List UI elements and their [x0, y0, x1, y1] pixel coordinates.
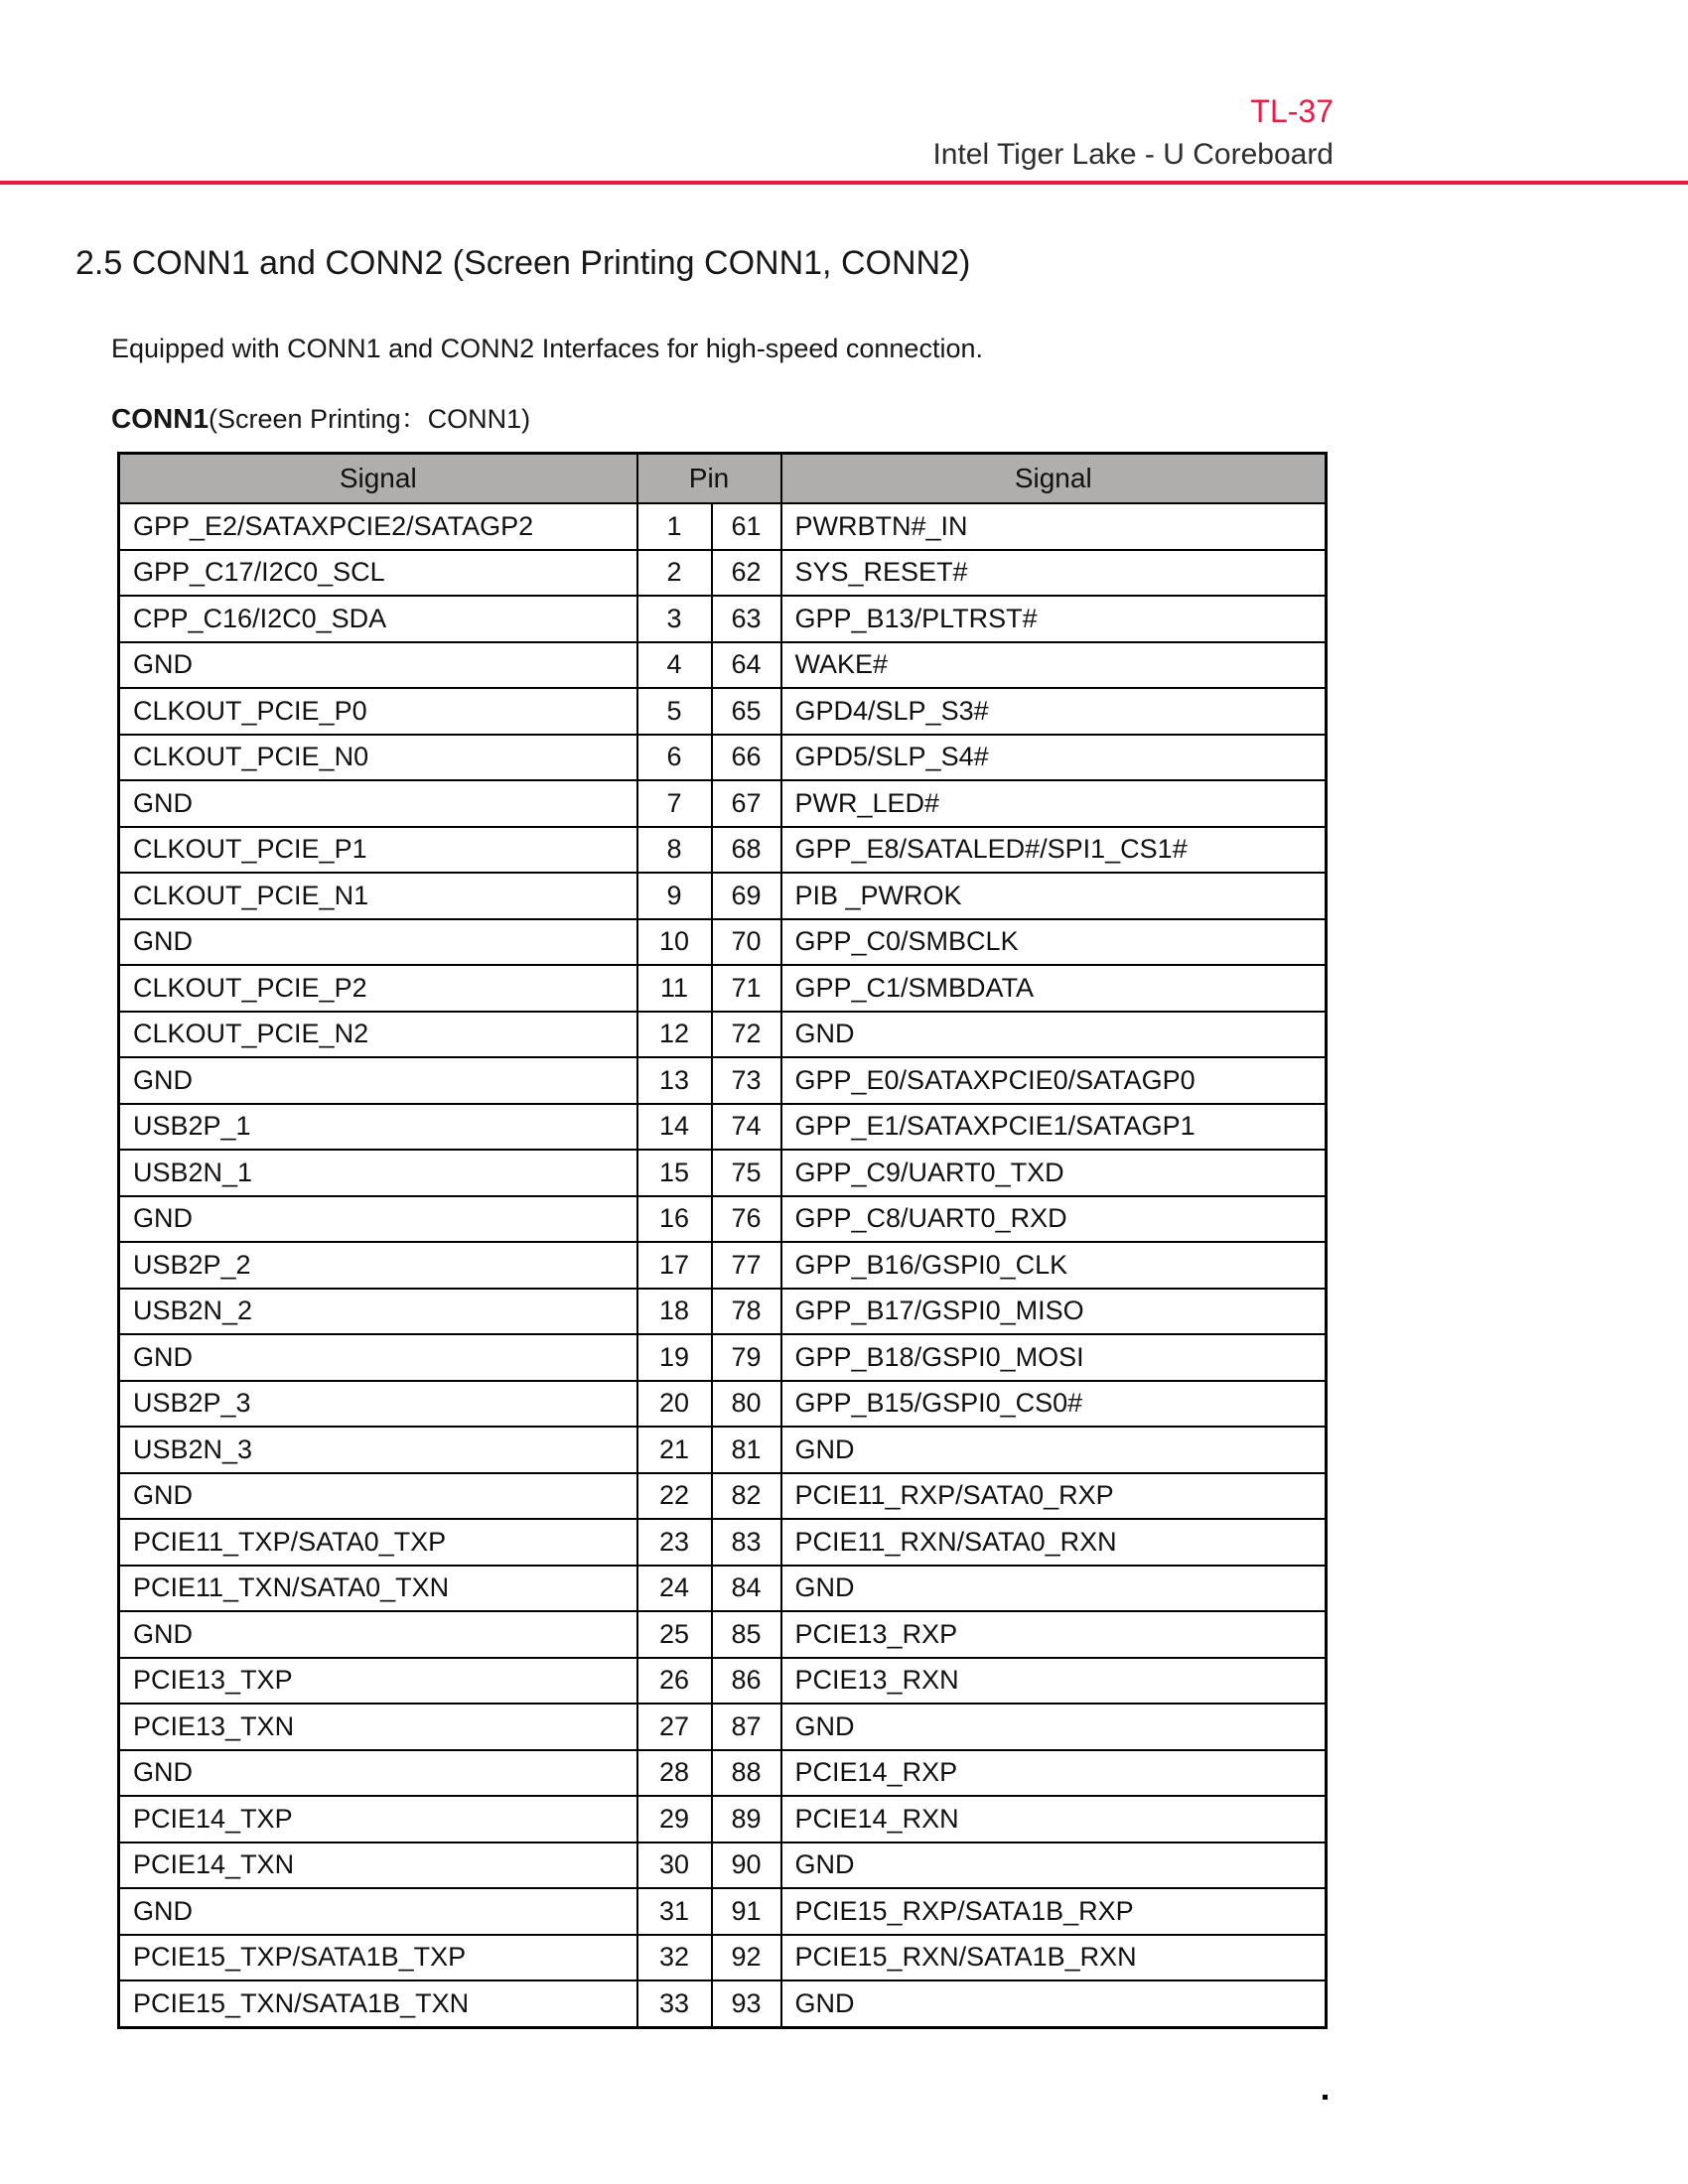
signal-left-cell: GND — [119, 1196, 637, 1243]
pin-left-cell: 7 — [637, 780, 712, 827]
pin-left-cell: 27 — [637, 1704, 712, 1750]
pin-right-cell: 79 — [712, 1334, 781, 1381]
header-pin: Pin — [637, 454, 781, 504]
pin-left-cell: 26 — [637, 1658, 712, 1705]
table-row — [119, 919, 1327, 966]
table-row — [119, 596, 1327, 642]
signal-right-cell: GND — [781, 1843, 1327, 1889]
table-row — [119, 1381, 1327, 1428]
signal-right-cell: GPP_B18/GSPI0_MOSI — [781, 1334, 1327, 1381]
pin-right-cell: 74 — [712, 1104, 781, 1151]
signal-left-cell: CLKOUT_PCIE_N1 — [119, 873, 637, 919]
pin-right-cell: 64 — [712, 642, 781, 689]
pin-left-cell: 5 — [637, 688, 712, 735]
table-row — [119, 1658, 1327, 1705]
pin-right-cell: 86 — [712, 1658, 781, 1705]
signal-right-cell: GPP_B16/GSPI0_CLK — [781, 1242, 1327, 1289]
signal-left-cell: GND — [119, 780, 637, 827]
table-row — [119, 1704, 1327, 1750]
table-row — [119, 1888, 1327, 1935]
signal-right-cell: GPD5/SLP_S4# — [781, 735, 1327, 781]
signal-left-cell: PCIE14_TXP — [119, 1796, 637, 1843]
header-signal-left: Signal — [119, 454, 637, 504]
pin-left-cell: 4 — [637, 642, 712, 689]
pin-right-cell: 62 — [712, 550, 781, 597]
table-row — [119, 1935, 1327, 1981]
signal-left-cell: GND — [119, 642, 637, 689]
pin-left-cell: 32 — [637, 1935, 712, 1981]
signal-right-cell: PCIE13_RXN — [781, 1658, 1327, 1705]
pin-right-cell: 88 — [712, 1750, 781, 1797]
signal-left-cell: GND — [119, 1611, 637, 1658]
signal-right-cell: PCIE13_RXP — [781, 1611, 1327, 1658]
table-row — [119, 688, 1327, 735]
signal-right-cell: GND — [781, 1980, 1327, 2027]
signal-left-cell: GPP_C17/I2C0_SCL — [119, 550, 637, 597]
signal-left-cell: USB2P_2 — [119, 1242, 637, 1289]
table-row — [119, 965, 1327, 1012]
pin-left-cell: 33 — [637, 1980, 712, 2027]
signal-right-cell: PWRBTN#_IN — [781, 503, 1327, 550]
table-row — [119, 1334, 1327, 1381]
pin-left-cell: 29 — [637, 1796, 712, 1843]
pin-left-cell: 18 — [637, 1289, 712, 1335]
pin-right-cell: 90 — [712, 1843, 781, 1889]
pin-right-cell: 70 — [712, 919, 781, 966]
pin-left-cell: 10 — [637, 919, 712, 966]
pin-right-cell: 68 — [712, 827, 781, 874]
signal-right-cell: PCIE15_RXP/SATA1B_RXP — [781, 1888, 1327, 1935]
pin-right-cell: 82 — [712, 1473, 781, 1520]
table-row — [119, 1150, 1327, 1196]
signal-right-cell: GPP_E0/SATAXPCIE0/SATAGP0 — [781, 1057, 1327, 1104]
signal-left-cell: USB2N_1 — [119, 1150, 637, 1196]
pin-left-cell: 31 — [637, 1888, 712, 1935]
pin-right-cell: 67 — [712, 780, 781, 827]
conn1-subheading-bold: CONN1 — [111, 403, 210, 434]
table-row — [119, 1566, 1327, 1612]
signal-left-cell: GND — [119, 1888, 637, 1935]
pin-right-cell: 78 — [712, 1289, 781, 1335]
section-heading: 2.5 CONN1 and CONN2 (Screen Printing CONN1, CONN2) — [75, 244, 971, 282]
pin-right-cell: 77 — [712, 1242, 781, 1289]
pin-left-cell: 2 — [637, 550, 712, 597]
pin-left-cell: 11 — [637, 965, 712, 1012]
pin-left-cell: 19 — [637, 1334, 712, 1381]
pin-right-cell: 72 — [712, 1012, 781, 1058]
pin-left-cell: 17 — [637, 1242, 712, 1289]
signal-left-cell: CLKOUT_PCIE_P0 — [119, 688, 637, 735]
pin-left-cell: 16 — [637, 1196, 712, 1243]
signal-right-cell: GPP_C0/SMBCLK — [781, 919, 1327, 966]
pin-right-cell: 81 — [712, 1427, 781, 1473]
signal-left-cell: USB2N_2 — [119, 1289, 637, 1335]
table-row — [119, 1843, 1327, 1889]
page-header — [932, 91, 1334, 174]
signal-right-cell: PCIE14_RXN — [781, 1796, 1327, 1843]
pin-right-cell: 75 — [712, 1150, 781, 1196]
table-row — [119, 735, 1327, 781]
pin-left-cell: 21 — [637, 1427, 712, 1473]
pin-right-cell: 69 — [712, 873, 781, 919]
signal-left-cell: PCIE14_TXN — [119, 1843, 637, 1889]
signal-left-cell: GND — [119, 1750, 637, 1797]
pin-left-cell: 1 — [637, 503, 712, 550]
header-rule — [0, 181, 1688, 185]
pin-left-cell: 15 — [637, 1150, 712, 1196]
table-row — [119, 1980, 1327, 2027]
signal-right-cell: SYS_RESET# — [781, 550, 1327, 597]
signal-right-cell: GND — [781, 1012, 1327, 1058]
signal-left-cell: PCIE11_TXP/SATA0_TXP — [119, 1519, 637, 1566]
pin-left-cell: 6 — [637, 735, 712, 781]
pin-right-cell: 91 — [712, 1888, 781, 1935]
pin-right-cell: 92 — [712, 1935, 781, 1981]
signal-left-cell: PCIE13_TXP — [119, 1658, 637, 1705]
pin-left-cell: 14 — [637, 1104, 712, 1151]
pin-left-cell: 9 — [637, 873, 712, 919]
signal-left-cell: CLKOUT_PCIE_P1 — [119, 827, 637, 874]
signal-left-cell: GND — [119, 919, 637, 966]
table-row — [119, 1289, 1327, 1335]
table-row — [119, 1427, 1327, 1473]
pin-right-cell: 93 — [712, 1980, 781, 2027]
signal-left-cell: CLKOUT_PCIE_P2 — [119, 965, 637, 1012]
pin-left-cell: 8 — [637, 827, 712, 874]
pin-right-cell: 89 — [712, 1796, 781, 1843]
pin-left-cell: 22 — [637, 1473, 712, 1520]
signal-left-cell: USB2P_3 — [119, 1381, 637, 1428]
intro-paragraph: Equipped with CONN1 and CONN2 Interfaces for high-speed connection. — [111, 334, 983, 363]
signal-left-cell: PCIE13_TXN — [119, 1704, 637, 1750]
pin-left-cell: 12 — [637, 1012, 712, 1058]
signal-left-cell: CLKOUT_PCIE_N2 — [119, 1012, 637, 1058]
signal-right-cell: GPP_B15/GSPI0_CS0# — [781, 1381, 1327, 1428]
table-row — [119, 550, 1327, 597]
table-row — [119, 1242, 1327, 1289]
conn1-pin-table — [117, 452, 1328, 2029]
signal-right-cell: GPP_C8/UART0_RXD — [781, 1196, 1327, 1243]
signal-right-cell: GPP_C9/UART0_TXD — [781, 1150, 1327, 1196]
table-row — [119, 1796, 1327, 1843]
pin-right-cell: 84 — [712, 1566, 781, 1612]
pin-right-cell: 73 — [712, 1057, 781, 1104]
signal-right-cell: PIB _PWROK — [781, 873, 1327, 919]
signal-right-cell: PWR_LED# — [781, 780, 1327, 827]
table-row — [119, 780, 1327, 827]
signal-right-cell: WAKE# — [781, 642, 1327, 689]
signal-right-cell: PCIE11_RXN/SATA0_RXN — [781, 1519, 1327, 1566]
doc-title: Intel Tiger Lake - U Coreboard — [932, 138, 1334, 171]
signal-right-cell: GPP_B13/PLTRST# — [781, 596, 1327, 642]
signal-right-cell: PCIE11_RXP/SATA0_RXP — [781, 1473, 1327, 1520]
table-row — [119, 1057, 1327, 1104]
stray-period-dot — [1323, 2095, 1328, 2100]
table-row — [119, 873, 1327, 919]
signal-right-cell: GND — [781, 1566, 1327, 1612]
pin-right-cell: 66 — [712, 735, 781, 781]
table-row — [119, 1104, 1327, 1151]
signal-left-cell: GPP_E2/SATAXPCIE2/SATAGP2 — [119, 503, 637, 550]
signal-right-cell: GPP_E1/SATAXPCIE1/SATAGP1 — [781, 1104, 1327, 1151]
pin-left-cell: 3 — [637, 596, 712, 642]
signal-right-cell: GND — [781, 1704, 1327, 1750]
signal-right-cell: GND — [781, 1427, 1327, 1473]
table-row — [119, 642, 1327, 689]
pin-right-cell: 83 — [712, 1519, 781, 1566]
pin-right-cell: 80 — [712, 1381, 781, 1428]
conn1-subheading — [111, 397, 530, 436]
conn1-subheading-rest: (Screen Printing：CONN1) — [209, 404, 531, 434]
pin-right-cell: 85 — [712, 1611, 781, 1658]
signal-left-cell: CPP_C16/I2C0_SDA — [119, 596, 637, 642]
pin-left-cell: 20 — [637, 1381, 712, 1428]
table-row — [119, 1750, 1327, 1797]
signal-left-cell: GND — [119, 1473, 637, 1520]
table-row — [119, 1519, 1327, 1566]
pin-right-cell: 87 — [712, 1704, 781, 1750]
pin-left-cell: 28 — [637, 1750, 712, 1797]
signal-right-cell: GPP_E8/SATALED#/SPI1_CS1# — [781, 827, 1327, 874]
signal-left-cell: CLKOUT_PCIE_N0 — [119, 735, 637, 781]
table-header-row — [119, 454, 1327, 504]
table-row — [119, 1473, 1327, 1520]
doc-code: TL-37 — [1250, 93, 1334, 129]
signal-right-cell: GPP_B17/GSPI0_MISO — [781, 1289, 1327, 1335]
pin-right-cell: 71 — [712, 965, 781, 1012]
pin-right-cell: 65 — [712, 688, 781, 735]
pin-left-cell: 25 — [637, 1611, 712, 1658]
signal-left-cell: PCIE11_TXN/SATA0_TXN — [119, 1566, 637, 1612]
pin-left-cell: 23 — [637, 1519, 712, 1566]
signal-left-cell: GND — [119, 1334, 637, 1381]
conn1-table-body — [119, 503, 1327, 2027]
signal-right-cell: GPD4/SLP_S3# — [781, 688, 1327, 735]
signal-right-cell: PCIE15_RXN/SATA1B_RXN — [781, 1935, 1327, 1981]
pin-left-cell: 30 — [637, 1843, 712, 1889]
table-row — [119, 1196, 1327, 1243]
table-row — [119, 1012, 1327, 1058]
table-row — [119, 503, 1327, 550]
table-row — [119, 1611, 1327, 1658]
signal-right-cell: GPP_C1/SMBDATA — [781, 965, 1327, 1012]
pin-right-cell: 63 — [712, 596, 781, 642]
pin-left-cell: 24 — [637, 1566, 712, 1612]
pin-left-cell: 13 — [637, 1057, 712, 1104]
table-row — [119, 827, 1327, 874]
signal-left-cell: GND — [119, 1057, 637, 1104]
pin-right-cell: 76 — [712, 1196, 781, 1243]
signal-left-cell: PCIE15_TXN/SATA1B_TXN — [119, 1980, 637, 2027]
signal-left-cell: PCIE15_TXP/SATA1B_TXP — [119, 1935, 637, 1981]
pin-right-cell: 61 — [712, 503, 781, 550]
signal-left-cell: USB2N_3 — [119, 1427, 637, 1473]
signal-right-cell: PCIE14_RXP — [781, 1750, 1327, 1797]
signal-left-cell: USB2P_1 — [119, 1104, 637, 1151]
header-signal-right: Signal — [781, 454, 1327, 504]
